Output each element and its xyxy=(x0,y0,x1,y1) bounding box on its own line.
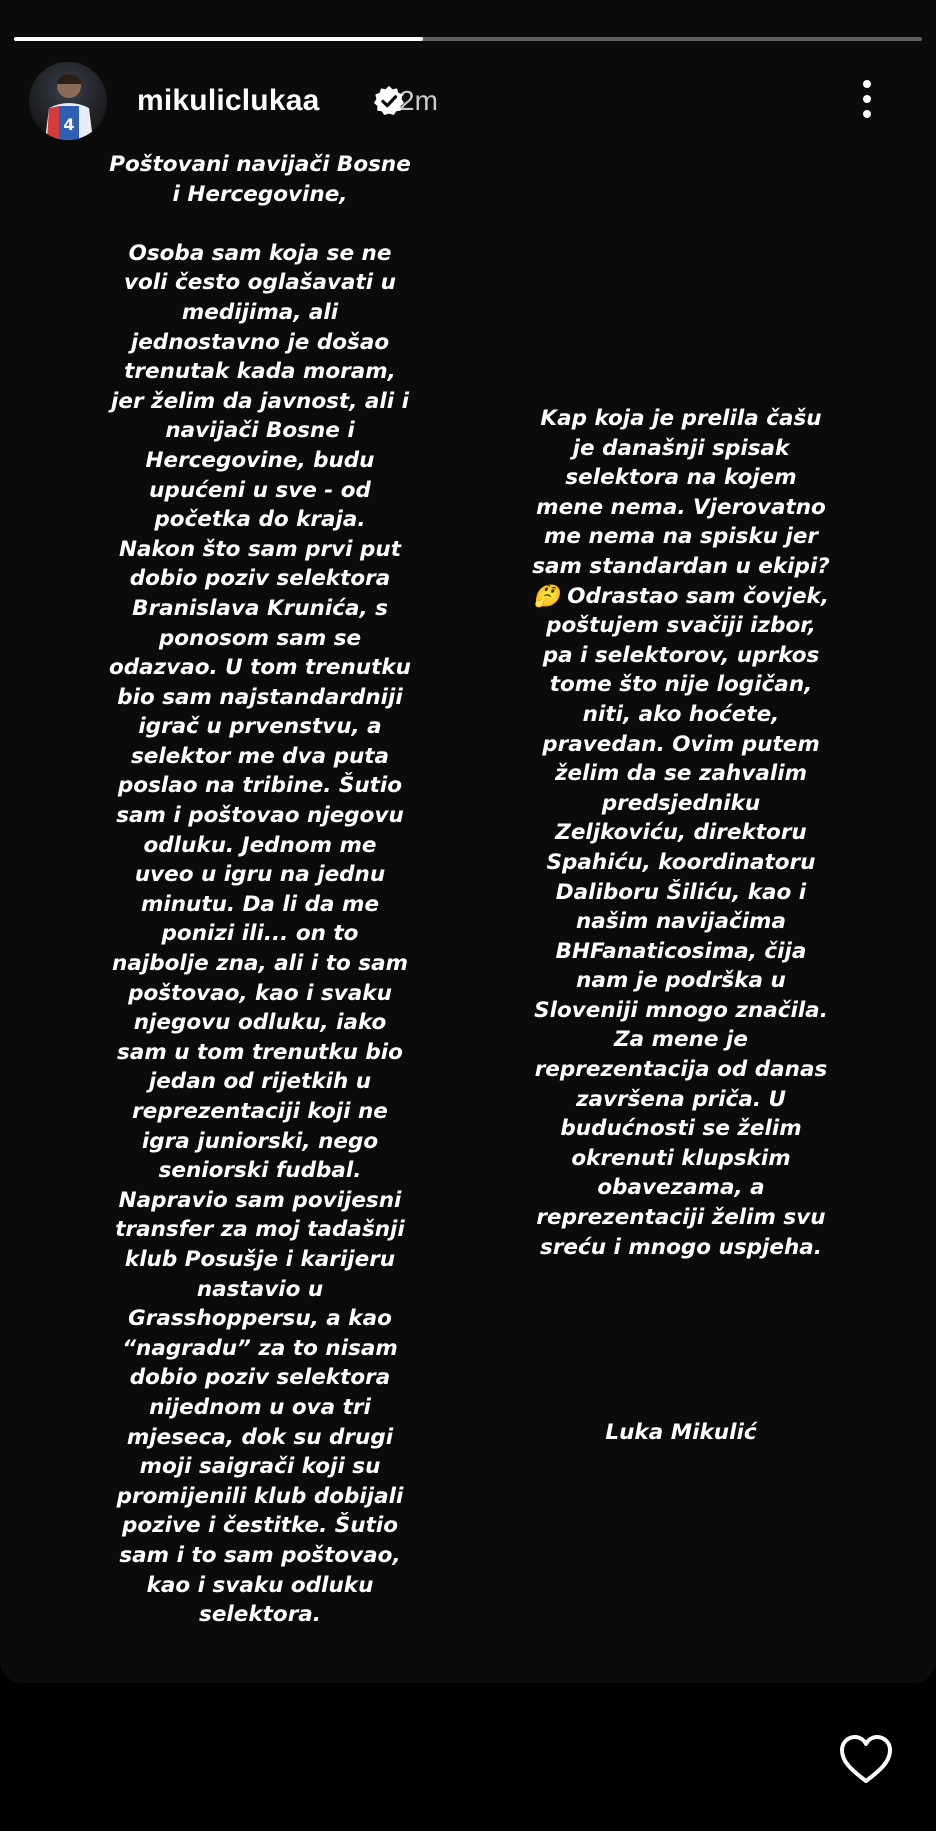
post-time: 2m xyxy=(399,85,438,116)
story-progress-fill xyxy=(14,37,423,41)
story-text-left-column: Poštovani navijači Bosne i Hercegovine, Osoba sam koja se ne voli često oglašavati u medijima, ali jednostavno je došao trenutak kada moram, jer želim da javnost, ali i navijači Bosne i Hercegovine, budu upućeni u sve - od početka do kraja. Nakon što sam prvi put dobio poziv selektora Branislava Krunića, s ponosom sam se odazvao. U tom trenutku bio sam najstandardniji igrač u prvenstvu, a selektor me dva puta poslao na tribine. Šutio sam i poštovao njegovu odluku. Jednom me uveo u igru na jednu minutu. Da li da me ponizi ili... on to najbolje zna, ali i to sam poštovao, kao i svaku njegovu odluku, iako sam u tom trenutku bio jedan od rijetkih u reprezentaciji koji ne igra juniorski, nego seniorski fudbal. Napravio sam povijesni transfer za moj tadašnji klub Posušje i karijeru nastavio u Grasshoppersu, a kao “nagradu” za to nisam dobio poziv selektora nijednom u ova tri mjeseca, dok su drugi moji saigrači koji su promijenili klub dobijali pozive i čestitke. Šutio sam i to sam poštovao, kao i svaku odluku selektora. xyxy=(109,152,411,1628)
heart-icon[interactable] xyxy=(838,1733,894,1785)
username[interactable]: mikuliclukaa xyxy=(137,84,320,117)
signature: Luka Mikulić xyxy=(605,1420,757,1445)
story-text-right-column: Kap koja je prelila čašu je današnji spisak selektora na kojem mene nema. Vjerovatno me nema na spisku jer sam standardan u ekipi? 🤔 Odrastao sam čovjek, poštujem svačiji izbor, pa i selektorov, uprkos tome što nije logičan, niti, ako hoćete, pravedan. Ovim putem želim da se zahvalim predsjedniku Zeljkoviću, direktoru Spahiću, koordinatoru Daliboru Šiliću, kao i našim navijačima BHFanaticosima, čija nam je podrška u Sloveniji mnogo značila. Za mene je reprezentacija od danas završena priča. U budućnosti se želim okrenuti klupskim obavezama, a reprezentaciji želim svu sreću i mnogo uspjeha. xyxy=(532,406,830,1260)
svg-text:4: 4 xyxy=(63,115,75,134)
more-options-icon[interactable] xyxy=(860,80,874,124)
story-header xyxy=(29,62,916,144)
story-progress-bar xyxy=(14,37,922,41)
avatar[interactable] xyxy=(29,62,107,140)
avatar-image xyxy=(29,62,107,140)
